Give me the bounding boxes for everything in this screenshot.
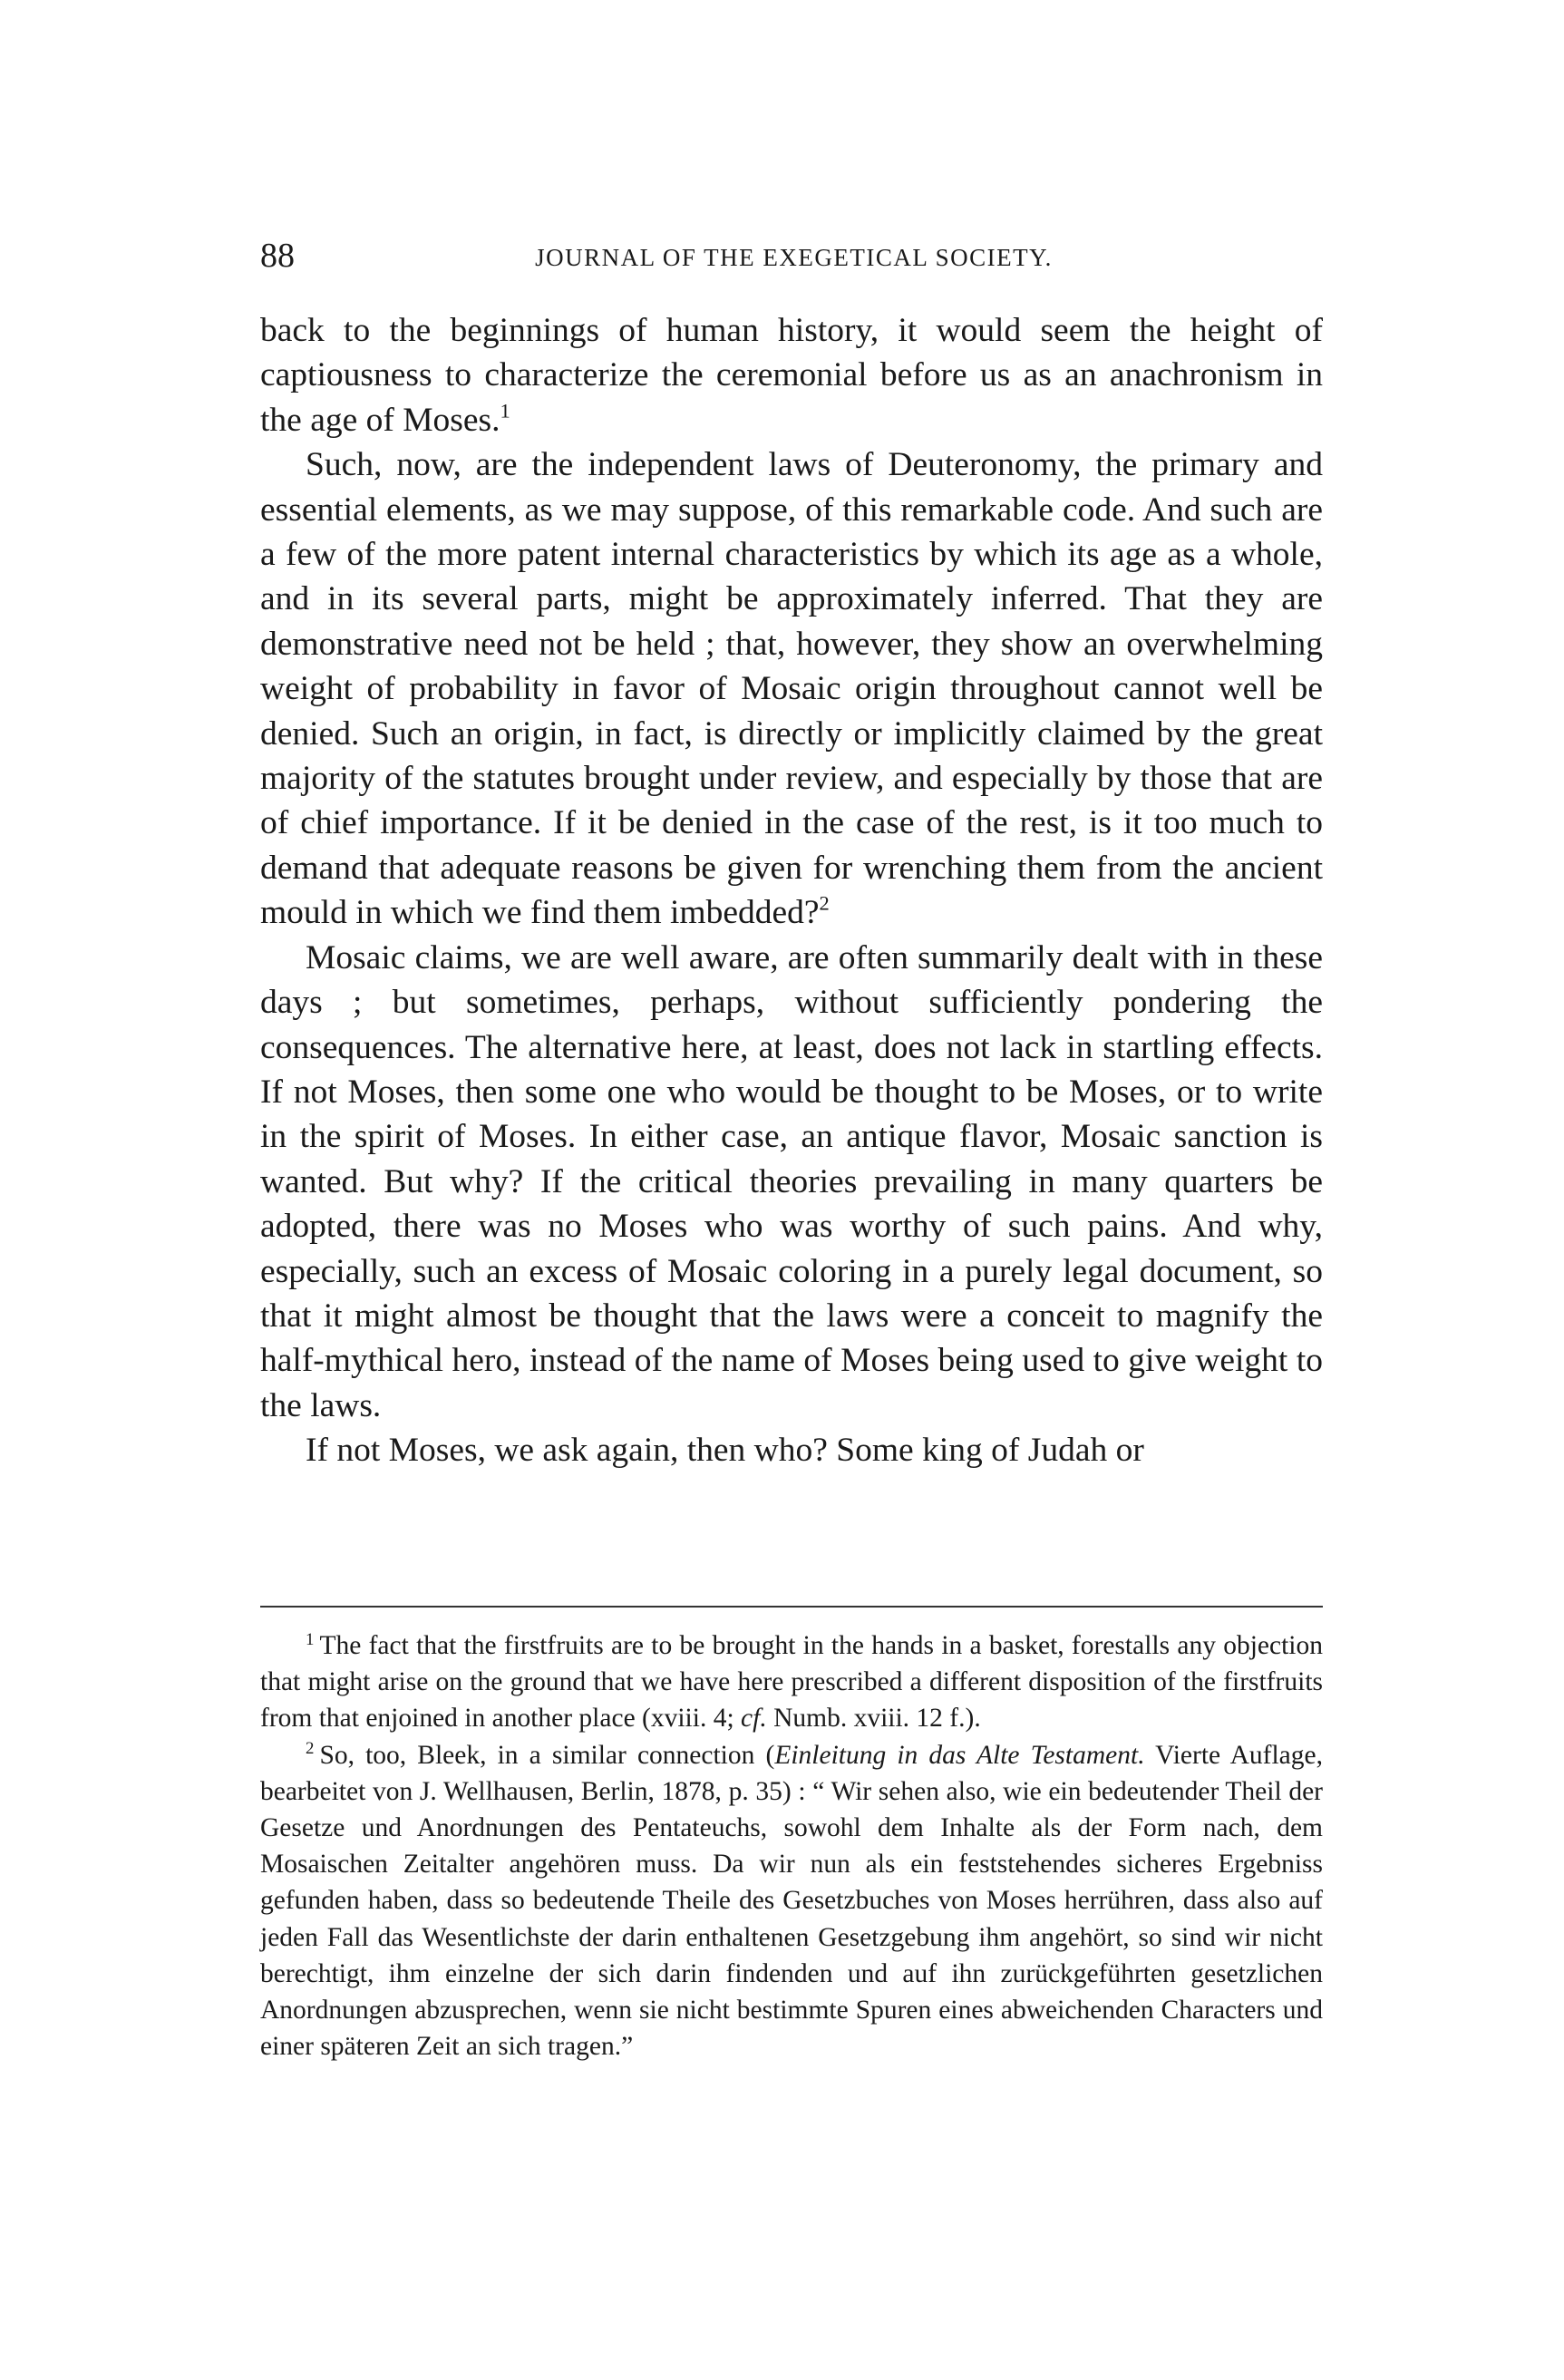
footnote-marker: 2 xyxy=(306,1739,315,1759)
footnote xyxy=(260,1627,1323,1737)
footnote-italic-text: Einleitung in das Alte Testament. xyxy=(774,1740,1145,1770)
running-head xyxy=(260,238,1327,274)
footnote-text: So, too, Bleek, in a similar connection ( xyxy=(319,1740,775,1770)
paragraph xyxy=(260,442,1323,935)
footnote xyxy=(260,1737,1323,2065)
paragraph-text: Such, now, are the independent laws of Deuteronomy, the primary and essential elements, as we may suppose, of this remarkable code. And such are a few of the more patent internal characteristics by which its age as a whole, and in its several parts, might be approximately inferred. That they are demonstrative need not be held ; that, however, they show an overwhelming weight of probability in favor of Mosaic origin throughout cannot well be denied. Such an origin, in fact, is directly or implicitly claimed by the great majority of the statutes brought under review, and especially by those that are of chief importance. If it be denied in the case of the rest, is it too much to demand that adequate reasons be given for wrenching them from the ancient mould in which we find them imbedded? xyxy=(260,446,1323,932)
paragraph-text: Mosaic claims, we are well aware, are often summarily dealt with in these days ; but sometimes, perhaps, without sufficiently pondering the consequences. The alternative here, at least, does not lack in startling effects. If not Moses, then some one who would be thought to be Moses, or to write in the spirit of Moses. In either case, an antique flavor, Mosaic sanction is wanted. But why? If the critical theories prevailing in many quarters be adopted, there was no Moses who was worthy of such pains. And why, especially, such an excess of Mosaic coloring in a purely legal document, so that it might almost be thought that the laws were a conceit to magnify the half-mythical hero, instead of the name of Moses being used to give weight to the laws. xyxy=(260,938,1323,1424)
footnote-text: The fact that the firstfruits are to be brought in the hands in a basket, forestalls any objection that might arise on the ground that we have here prescribed a different disposition of the firstfruits from that enjoined in another place (xviii. 4; xyxy=(260,1631,1323,1734)
footnote-text: Numb. xviii. 12 f.). xyxy=(766,1704,981,1734)
footnote-italic-text: cf. xyxy=(741,1704,767,1734)
footnote-reference: 2 xyxy=(819,891,830,915)
paragraph-text: If not Moses, we ask again, then who? Some king of Judah or xyxy=(306,1432,1144,1470)
footnote-reference: 1 xyxy=(500,399,510,423)
paragraph-text: back to the beginnings of human history, it would seem the height of captiousness to characterize the ceremonial before us as an anachronism in the age of Moses. xyxy=(260,312,1323,439)
footnote-marker: 1 xyxy=(306,1629,315,1649)
footnote-divider xyxy=(260,1606,1323,1608)
footnote-text: Vierte Auflage, bearbeitet von J. Wellhausen, Berlin, 1878, p. 35) : “ Wir sehen also, wie ein bedeutender Theil der Gesetze und Anordnungen des Pentateuchs, sowohl dem Inhalte als der Form nach, dem Mosaischen Zeitalter angehören muss. Da wir nun als ein feststehendes sicheres Ergebniss gefunden haben, dass so bedeutende Theile des Gesetzbuches von Moses herrühren, dass also auf jeden Fall das Wesentlichste der darin enthaltenen Gesetzgebung ihm angehört, so sind wir nicht berechtigt, ihm einzelne der sich darin findenden und auf ihn zurückgeführten gesetzlichen Anordnungen abzusprechen, wenn sie nicht bestimmte Spuren eines abweichenden Characters und einer späteren Zeit an sich tragen.” xyxy=(260,1740,1323,2062)
page-number: 88 xyxy=(260,237,295,275)
paragraph xyxy=(260,1428,1323,1472)
body-text xyxy=(260,308,1323,1473)
paragraph xyxy=(260,936,1323,1428)
paragraph-continuation xyxy=(260,308,1323,442)
footnotes xyxy=(260,1627,1323,2064)
journal-title: JOURNAL OF THE EXEGETICAL SOCIETY. xyxy=(535,244,1053,271)
